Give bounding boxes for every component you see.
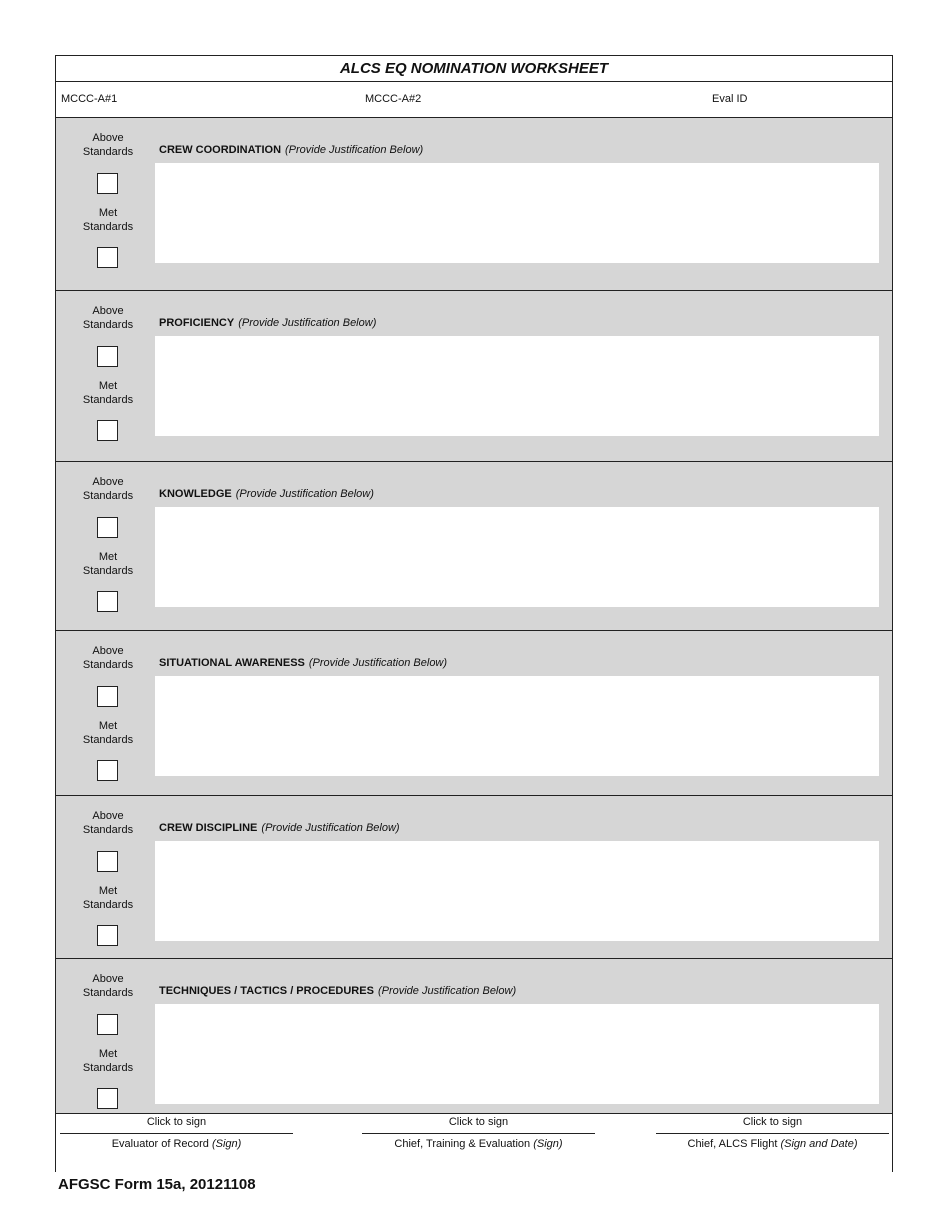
above-standards-label: Above Standards xyxy=(82,810,134,836)
mccc1-label: MCCC-A#1 xyxy=(61,93,118,105)
met-standards-checkbox[interactable] xyxy=(97,1088,118,1109)
above-standards-checkbox[interactable] xyxy=(97,173,118,194)
click-to-sign-chief-alcs[interactable]: Click to sign xyxy=(742,1116,803,1128)
form-title: ALCS EQ NOMINATION WORKSHEET xyxy=(56,56,892,82)
above-standards-checkbox[interactable] xyxy=(97,851,118,872)
signature-row xyxy=(56,1114,892,1172)
above-standards-label: Above Standards xyxy=(82,476,134,502)
justification-field[interactable] xyxy=(155,841,879,941)
signature-line xyxy=(656,1133,889,1134)
above-standards-checkbox[interactable] xyxy=(97,1014,118,1035)
signature-role: Chief, Training & Evaluation (Sign) xyxy=(394,1138,563,1150)
met-standards-label: Met Standards xyxy=(82,207,134,233)
signature-chief-alcs xyxy=(656,1114,889,1151)
rating-column xyxy=(56,959,160,1113)
section-heading: PROFICIENCY (Provide Justification Below) xyxy=(159,317,377,329)
signature-role: Chief, ALCS Flight (Sign and Date) xyxy=(687,1138,858,1150)
above-standards-checkbox[interactable] xyxy=(97,346,118,367)
met-standards-checkbox[interactable] xyxy=(97,760,118,781)
section-heading: CREW COORDINATION (Provide Justification Below) xyxy=(159,144,424,156)
rating-column xyxy=(56,118,160,290)
rating-section xyxy=(56,959,892,1114)
above-standards-label: Above Standards xyxy=(82,645,134,671)
rating-column xyxy=(56,291,160,461)
signature-evaluator xyxy=(60,1114,293,1151)
justification-field[interactable] xyxy=(155,336,879,436)
form-number: AFGSC Form 15a, 20121108 xyxy=(58,1176,256,1193)
eval-id-label: Eval ID xyxy=(712,93,748,105)
met-standards-checkbox[interactable] xyxy=(97,591,118,612)
met-standards-label: Met Standards xyxy=(82,1048,134,1074)
rating-section xyxy=(56,796,892,959)
signature-role: Evaluator of Record (Sign) xyxy=(111,1138,242,1150)
met-standards-checkbox[interactable] xyxy=(97,247,118,268)
rating-column xyxy=(56,631,160,795)
above-standards-label: Above Standards xyxy=(82,132,134,158)
rating-section xyxy=(56,462,892,631)
click-to-sign-evaluator[interactable]: Click to sign xyxy=(146,1116,207,1128)
section-heading: CREW DISCIPLINE (Provide Justification Below) xyxy=(159,822,400,834)
met-standards-label: Met Standards xyxy=(82,720,134,746)
met-standards-checkbox[interactable] xyxy=(97,420,118,441)
rating-section xyxy=(56,631,892,796)
worksheet-form xyxy=(55,55,893,1172)
justification-field[interactable] xyxy=(155,676,879,776)
met-standards-label: Met Standards xyxy=(82,380,134,406)
justification-field[interactable] xyxy=(155,1004,879,1104)
signature-line xyxy=(60,1133,293,1134)
met-standards-label: Met Standards xyxy=(82,885,134,911)
signature-chief-training xyxy=(362,1114,595,1151)
rating-column xyxy=(56,462,160,630)
above-standards-checkbox[interactable] xyxy=(97,517,118,538)
mccc2-label: MCCC-A#2 xyxy=(365,93,422,105)
justification-field[interactable] xyxy=(155,163,879,263)
justification-field[interactable] xyxy=(155,507,879,607)
rating-column xyxy=(56,796,160,958)
above-standards-label: Above Standards xyxy=(82,973,134,999)
section-heading: TECHNIQUES / TACTICS / PROCEDURES (Provide Justification Below) xyxy=(159,985,517,997)
met-standards-label: Met Standards xyxy=(82,551,134,577)
signature-line xyxy=(362,1133,595,1134)
above-standards-checkbox[interactable] xyxy=(97,686,118,707)
above-standards-label: Above Standards xyxy=(82,305,134,331)
section-heading: SITUATIONAL AWARENESS (Provide Justification Below) xyxy=(159,657,448,669)
section-heading: KNOWLEDGE (Provide Justification Below) xyxy=(159,488,374,500)
rating-section xyxy=(56,291,892,462)
click-to-sign-chief-training[interactable]: Click to sign xyxy=(448,1116,509,1128)
id-row xyxy=(56,82,892,118)
met-standards-checkbox[interactable] xyxy=(97,925,118,946)
rating-section xyxy=(56,118,892,291)
